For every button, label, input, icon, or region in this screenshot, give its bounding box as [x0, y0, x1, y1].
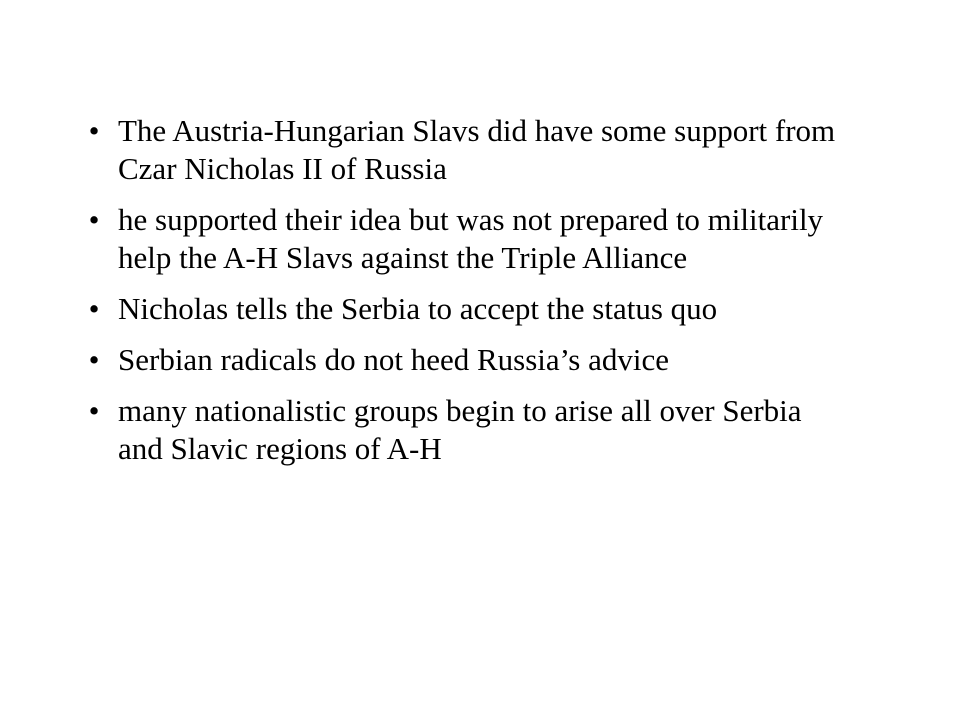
bullet-item-nationalistic-groups [72, 392, 852, 468]
bullet-item-serbian-radicals [72, 341, 852, 379]
bullet-text: he supported their idea but was not prepared to militarily help the A-H Slavs against the Triple Alliance [118, 202, 824, 275]
bullet-list [72, 112, 852, 481]
bullet-icon: • [88, 113, 100, 148]
bullet-item-czar-support [72, 112, 852, 188]
bullet-item-status-quo [72, 290, 852, 328]
bullet-icon: • [88, 393, 100, 428]
bullet-text: many nationalistic groups begin to arise all over Serbia and Slavic regions of A-H [118, 393, 802, 466]
bullet-text: Nicholas tells the Serbia to accept the status quo [118, 291, 718, 326]
bullet-icon: • [88, 291, 100, 326]
bullet-text: The Austria-Hungarian Slavs did have some support from Czar Nicholas II of Russia [118, 113, 836, 186]
bullet-icon: • [88, 342, 100, 377]
bullet-text: Serbian radicals do not heed Russia’s advice [118, 342, 669, 377]
bullet-item-not-prepared [72, 201, 852, 277]
bullet-icon: • [88, 202, 100, 237]
